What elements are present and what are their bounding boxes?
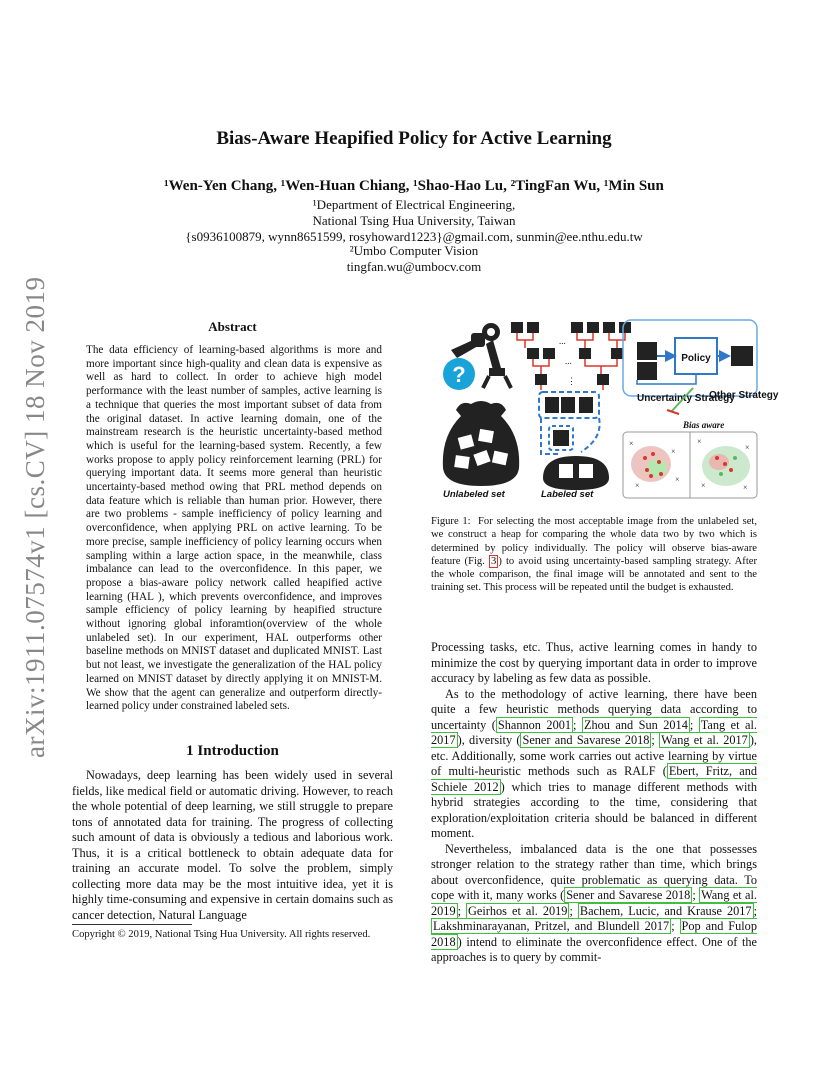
figure-3-reference-link[interactable]: 3 [491, 555, 497, 567]
citation-link[interactable]: Tang et al. 2017 [431, 717, 757, 747]
unlabeled-set-label: Unlabeled set [443, 489, 505, 500]
caption-text-after: ) to avoid using uncertainty-based sampling strategy. After the whole comparison, the final image will be annotated and sent to the training set. This process will be repeated until the budget is exhausted. [431, 555, 758, 594]
caption-text-before: For selecting the most acceptable image from the unlabeled set, we construct a heap for comparing the whole data two by two which is determined by policy individually. The policy will observe bias-aware feature (Fig. [431, 516, 757, 567]
text-span: ), diversity ( [457, 733, 521, 747]
uncertainty-strategy-label: Uncertainty Strategy [637, 393, 735, 404]
svg-text:×: × [671, 447, 676, 456]
other-strategy-label: Other Strategy [709, 390, 779, 401]
text-span: ; [671, 919, 680, 933]
svg-text:...: ... [565, 356, 572, 366]
text-span: ; [573, 717, 582, 732]
svg-text:⋮: ⋮ [567, 376, 576, 386]
figure-1-caption [431, 515, 757, 595]
arxiv-sidebar [20, 276, 50, 758]
abstract-heading: Abstract [208, 319, 257, 334]
labeled-set-label: Labeled set [541, 489, 594, 500]
unlabeled-bag-icon [443, 401, 519, 486]
ellipsis-top: ... [559, 336, 566, 346]
policy-label: Policy [681, 353, 711, 364]
text-span: ; [569, 903, 578, 918]
paragraph-processing: Processing tasks, etc. Thus, active learning comes in handy to minimize the cost by querying important data in order to improve accuracy by labeling as few data as possible. [431, 640, 757, 685]
footnote-rule [72, 924, 192, 925]
affiliation-company: ²Umbo Computer Vision [349, 243, 479, 258]
text-span: ; [753, 903, 757, 918]
right-column-body [431, 640, 757, 966]
heap-tree [511, 322, 631, 390]
abstract-body: The data efficiency of learning-based algorithms is more and more important since high-quality and clean data is expensive as well as hard to collect. In order to achieve high model performance with the least number of samples, active learning is a technique that queries the most important subset of data from the original dataset. In active learning domain, one of the mainstream research is the heuristic uncertainty-based method which is useful for the learning-based system. Recently, a few works propose to apply policy reinforcement learning (PRL) for querying important data. It seems more general than heuristic uncertainty-based method owing that PRL method depends on data feature which is reliable than human prior. However, there are two problems - sample inefficiency of policy learning and overconfidence, when applying PRL on active learning. To be more precise, sample inefficiency of policy learning occurs when sampling within a large action space, in the meanwhile, class imbalance can lead to the overconfidence. In this paper, we propose a bias-aware policy network called heapified active learning (HAL ), which prevents overconfidence, and improves sample efficiency of policy learning by heapified structure without ignoring global inforamtion(overview of the whole unlabeled set). In our experiment, HAL outperforms other baseline methods on MNIST dataset and duplicated MNIST. Last but not least, we investigate the generalization of the HAL policy learned on MNIST dataset by directly applying it on MNIST-M. We show that the agent can generalize and outperform directly-learned policy under constrained labeled sets. [86, 344, 382, 713]
text-span: Nevertheless, imbalanced data is the one that possesses stronger relation to the strategy rather than time, which brings about overconfidence, quite problematic as querying data. To cope with it, many works ( [431, 841, 757, 902]
svg-text:?: ? [452, 362, 466, 387]
text-span: ; [651, 733, 660, 747]
copyright-note: Copyright © 2019, National Tsing Hua University. All rights reserved. [72, 929, 371, 940]
text-span: ; [457, 903, 467, 918]
text-span: As to the methodology of active learning, there have been quite a few heuristic methods querying data according to uncertainty ( [431, 686, 757, 732]
citation-link[interactable]: Sener and Savarese 2018 [522, 733, 650, 747]
svg-text:×: × [697, 437, 702, 446]
author-emails[interactable]: {s0936100879, wynn8651599, rosyhoward1223}@gmail.com, sunmin@ee.nthu.edu.tw [185, 229, 643, 244]
text-span: ), etc. Additionally, some work carries out active learning by virtue of multi-heuristic methods such as RALF ( [431, 733, 757, 778]
question-icon [443, 358, 475, 390]
paragraph-imbalance [431, 842, 757, 966]
comparison-pair [539, 392, 600, 454]
svg-text:×: × [675, 475, 680, 484]
policy-module [623, 320, 757, 396]
bias-scatter-panels [623, 432, 757, 498]
citation-link[interactable]: Shannon 2001 [497, 717, 572, 732]
citation-link[interactable]: Wang et al. 2019 [431, 888, 757, 918]
citation-link[interactable]: Bachem, Lucic, and Krause 2017 [579, 903, 752, 918]
svg-text:×: × [635, 481, 640, 490]
svg-text:×: × [743, 483, 748, 492]
affiliation-department: ¹Department of Electrical Engineering, [312, 197, 516, 212]
paragraph-methodology [431, 687, 757, 842]
text-span: ) which tries to manage different methods with hybrid strategies according to the time, considering that exploration/exploitation criteria should be balanced in different moment. [431, 779, 757, 840]
citation-link[interactable]: Geirhos et al. 2019 [468, 903, 568, 918]
citation-link[interactable]: Sener and Savarese 2018 [566, 888, 691, 902]
figure-1-diagram [431, 318, 779, 504]
affiliation-university: National Tsing Hua University, Taiwan [312, 213, 516, 228]
introduction-body: Nowadays, deep learning has been widely used in several fields, like medical field or automatic driving. However, to reach the whole potential of deep learning, we still struggle to prepare tons of annotated data for training. The progress of collecting such amount of data is obviously a tedious and laborious work. Thus, it is a critical bottleneck to obtain adequate data for training an accurate model. To solve the problem, simply collecting more data may be the most intuitive idea, yet it is highly time-consuming and expensive in certain domains such as cancer detection, Natural Language [72, 768, 393, 922]
text-span: ; [692, 888, 700, 902]
citation-link[interactable]: Ebert, Fritz, and Schiele 2012 [431, 764, 758, 794]
svg-text:×: × [629, 439, 634, 448]
citation-link[interactable]: Wang et al. 2017 [661, 733, 748, 747]
figure-1 [431, 318, 779, 504]
svg-text:×: × [745, 443, 750, 452]
introduction-heading: 1 Introduction [186, 743, 279, 759]
citation-link[interactable]: Zhou and Sun 2014 [583, 717, 688, 732]
citation-link[interactable]: Pop and Fulop 2018 [431, 919, 757, 949]
company-email[interactable]: tingfan.wu@umbocv.com [346, 259, 482, 274]
paper-title: Bias-Aware Heapified Policy for Active Learning [216, 128, 612, 149]
caption-label: Figure 1: [431, 516, 471, 527]
author-list: ¹Wen-Yen Chang, ¹Wen-Huan Chiang, ¹Shao-Hao Lu, ²TingFan Wu, ¹Min Sun [164, 178, 664, 194]
citation-link[interactable]: Lakshminarayanan, Pritzel, and Blundell 2017 [433, 919, 670, 933]
labeled-basket-icon [543, 456, 609, 490]
bias-aware-label: Bias aware [683, 420, 725, 430]
text-span: ) intend to eliminate the overconfidence effect. One of the approaches is to query by commit- [431, 934, 757, 964]
text-span: ; [689, 717, 699, 732]
svg-text:×: × [701, 481, 706, 490]
arxiv-identifier[interactable]: arXiv:1911.07574v1 [cs.CV] 18 Nov 2019 [20, 276, 50, 758]
